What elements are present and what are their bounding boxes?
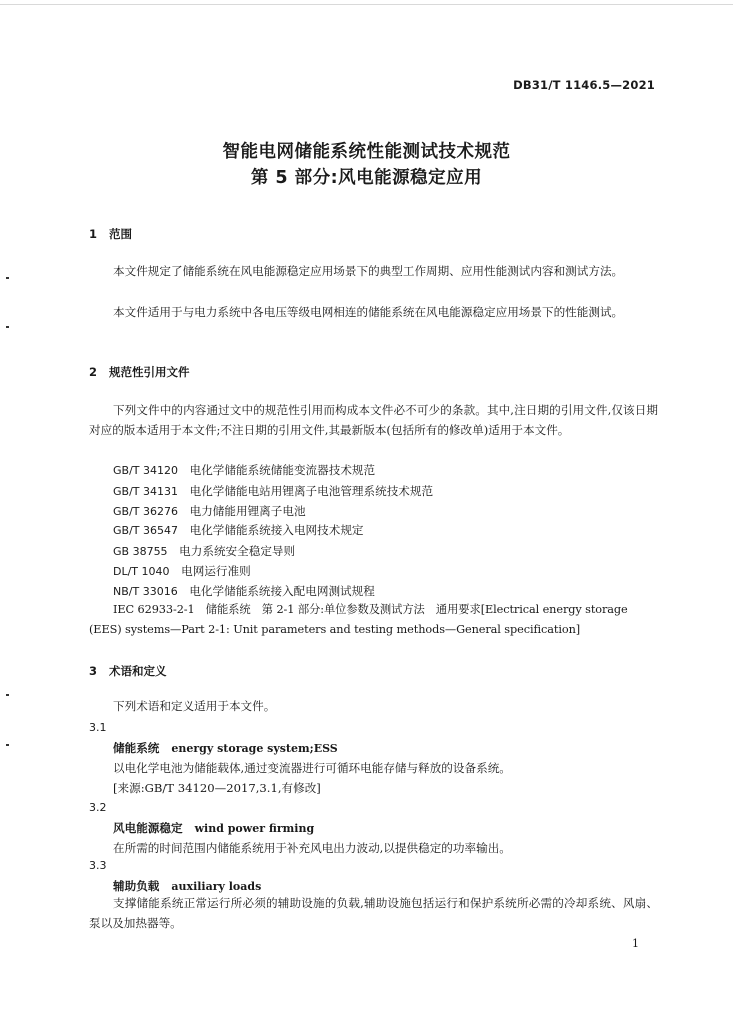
reference-title: 电化学储能系统储能变流器技术规范 <box>189 463 376 477</box>
margin-mark <box>6 744 9 746</box>
document-subtitle: 第 5 部分:风电能源稳定应用 <box>250 168 483 188</box>
reference-code: GB/T 36276 <box>113 505 178 518</box>
term-en: auxiliary loads <box>171 880 262 893</box>
term-en: wind power firming <box>194 822 315 835</box>
document-code: DB31/T 1146.5—2021 <box>513 78 655 92</box>
reference-title: 电化学储能系统接入电网技术规定 <box>189 523 364 537</box>
margin-mark <box>6 277 9 279</box>
term-en: energy storage system;ESS <box>171 742 338 755</box>
scope-paragraph: 本文件适用于与电力系统中各电压等级电网相连的储能系统在风电能源稳定应用场景下的性能测试。 <box>113 305 624 319</box>
reference-entry <box>113 481 433 502</box>
margin-mark <box>6 326 9 328</box>
scope-paragraph: 本文件规定了储能系统在风电能源稳定应用场景下的典型工作周期、应用性能测试内容和测试方法。 <box>113 264 624 278</box>
reference-title: 电化学储能电站用锂离子电池管理系统技术规范 <box>189 484 434 498</box>
term-heading <box>113 740 338 756</box>
term-number: 3.3 <box>89 859 107 872</box>
reference-title: 电力储能用锂离子电池 <box>189 504 306 518</box>
terms-intro: 下列术语和定义适用于本文件。 <box>113 699 276 713</box>
section-heading <box>89 226 132 242</box>
references-intro: 下列文件中的内容通过文中的规范性引用而构成本文件必不可少的条款。其中,注日期的引用文件,仅该日期对应的版本适用于本文件;不注日期的引用文件,其最新版本(包括所有的修改单)适用于本文件。 <box>89 403 658 437</box>
reference-code: GB/T 34120 <box>113 464 178 477</box>
reference-code: NB/T 33016 <box>113 585 178 598</box>
reference-code: GB 38755 <box>113 545 168 558</box>
reference-entry <box>113 460 375 481</box>
section-heading <box>89 663 167 679</box>
reference-entry <box>113 541 295 562</box>
margin-mark <box>6 694 9 696</box>
reference-code: DL/T 1040 <box>113 565 170 578</box>
page-number: 1 <box>632 937 639 950</box>
reference-entry-iec: IEC 62933-2-1 储能系统 第 2-1 部分:单位参数及测试方法 通用要求[Electrical energy storage (EES) systems—Part 2-1: Unit parameters and testing methods—General specification] <box>89 603 628 636</box>
term-heading <box>113 878 261 894</box>
term-number: 3.2 <box>89 801 107 814</box>
section-title: 术语和定义 <box>109 664 167 678</box>
term-definition: 在所需的时间范围内储能系统用于补充风电出力波动,以提供稳定的功率输出。 <box>113 841 511 855</box>
term-number: 3.1 <box>89 721 107 734</box>
reference-entry <box>113 520 364 541</box>
reference-entry <box>113 581 375 602</box>
section-number: 3 <box>89 664 98 678</box>
reference-title: 电力系统安全稳定导则 <box>179 544 296 558</box>
document-title: 智能电网储能系统性能测试技术规范 <box>222 142 511 162</box>
term-zh: 储能系统 <box>113 741 160 755</box>
top-rule <box>0 4 733 5</box>
term-definition: 支撑储能系统正常运行所必须的辅助设施的负载,辅助设施包括运行和保护系统所必需的冷却系统、风扇、泵以及加热器等。 <box>89 896 658 930</box>
reference-code: GB/T 34131 <box>113 485 178 498</box>
section-title: 规范性引用文件 <box>109 365 190 379</box>
term-source: [来源:GB/T 34120—2017,3.1,有修改] <box>113 781 321 795</box>
reference-entry <box>113 501 306 522</box>
term-zh: 辅助负载 <box>113 879 160 893</box>
section-number: 1 <box>89 227 98 241</box>
term-heading <box>113 820 314 836</box>
reference-code: GB/T 36547 <box>113 524 178 537</box>
section-heading <box>89 364 190 380</box>
reference-entry <box>113 561 251 582</box>
reference-title: 电网运行准则 <box>181 564 251 578</box>
section-number: 2 <box>89 365 98 379</box>
term-definition: 以电化学电池为储能载体,通过变流器进行可循环电能存储与释放的设备系统。 <box>113 761 511 775</box>
reference-title: 电化学储能系统接入配电网测试规程 <box>189 584 375 598</box>
term-zh: 风电能源稳定 <box>113 821 183 835</box>
section-title: 范围 <box>109 227 132 241</box>
